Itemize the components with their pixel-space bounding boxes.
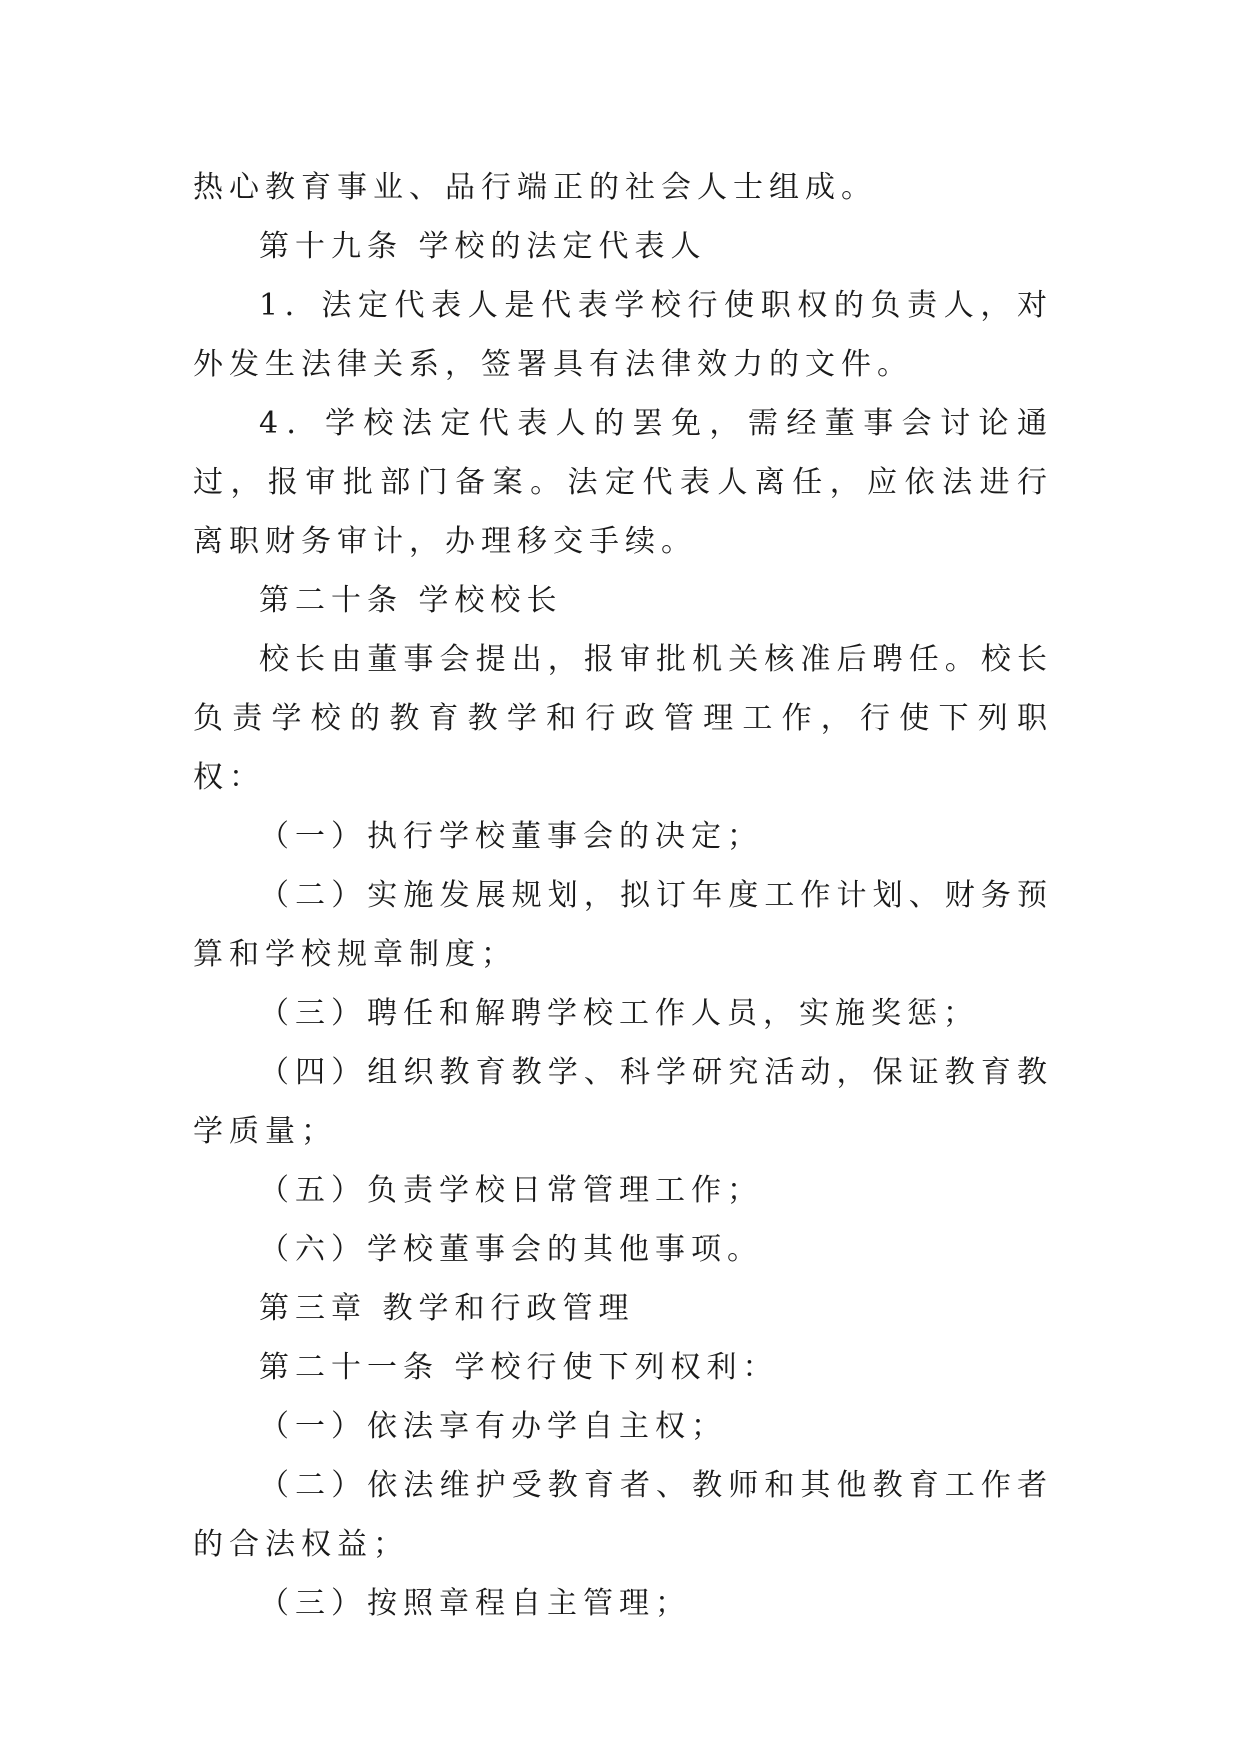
article-19-item-1: 1．法定代表人是代表学校行使职权的负责人，对外发生法律关系，签署具有法律效力的文件。 <box>193 288 1053 382</box>
chapter-3-heading: 第三章 教学和行政管理 <box>259 1291 635 1326</box>
article-19-heading: 第十九条 学校的法定代表人 <box>259 229 707 264</box>
article-21-item-3: （三）按照章程自主管理； <box>259 1586 691 1621</box>
article-21-item-2: （二）依法维护受教育者、教师和其他教育工作者的合法权益； <box>193 1468 1053 1562</box>
paragraph-continuation: 热心教育事业、品行端正的社会人士组成。 <box>193 170 877 205</box>
article-20-heading: 第二十条 学校校长 <box>259 583 563 618</box>
article-20-item-6: （六）学校董事会的其他事项。 <box>259 1232 763 1267</box>
article-20-item-5: （五）负责学校日常管理工作； <box>259 1173 763 1208</box>
article-20-item-1: （一）执行学校董事会的决定； <box>259 819 763 854</box>
article-20-item-2: （二）实施发展规划，拟订年度工作计划、财务预算和学校规章制度； <box>193 878 1053 972</box>
article-20-intro: 校长由董事会提出，报审批机关核准后聘任。校长负责学校的教育教学和行政管理工作，行使下列职权： <box>193 642 1053 795</box>
document-body <box>193 158 1053 1633</box>
article-21-item-1: （一）依法享有办学自主权； <box>259 1409 727 1444</box>
article-21-heading: 第二十一条 学校行使下列权利： <box>259 1350 779 1385</box>
article-20-item-3: （三）聘任和解聘学校工作人员，实施奖惩； <box>259 996 979 1031</box>
article-19-item-4: 4．学校法定代表人的罢免，需经董事会讨论通过，报审批部门备案。法定代表人离任，应依法进行离职财务审计，办理移交手续。 <box>193 406 1053 559</box>
article-20-item-4: （四）组织教育教学、科学研究活动，保证教育教学质量； <box>193 1055 1053 1149</box>
